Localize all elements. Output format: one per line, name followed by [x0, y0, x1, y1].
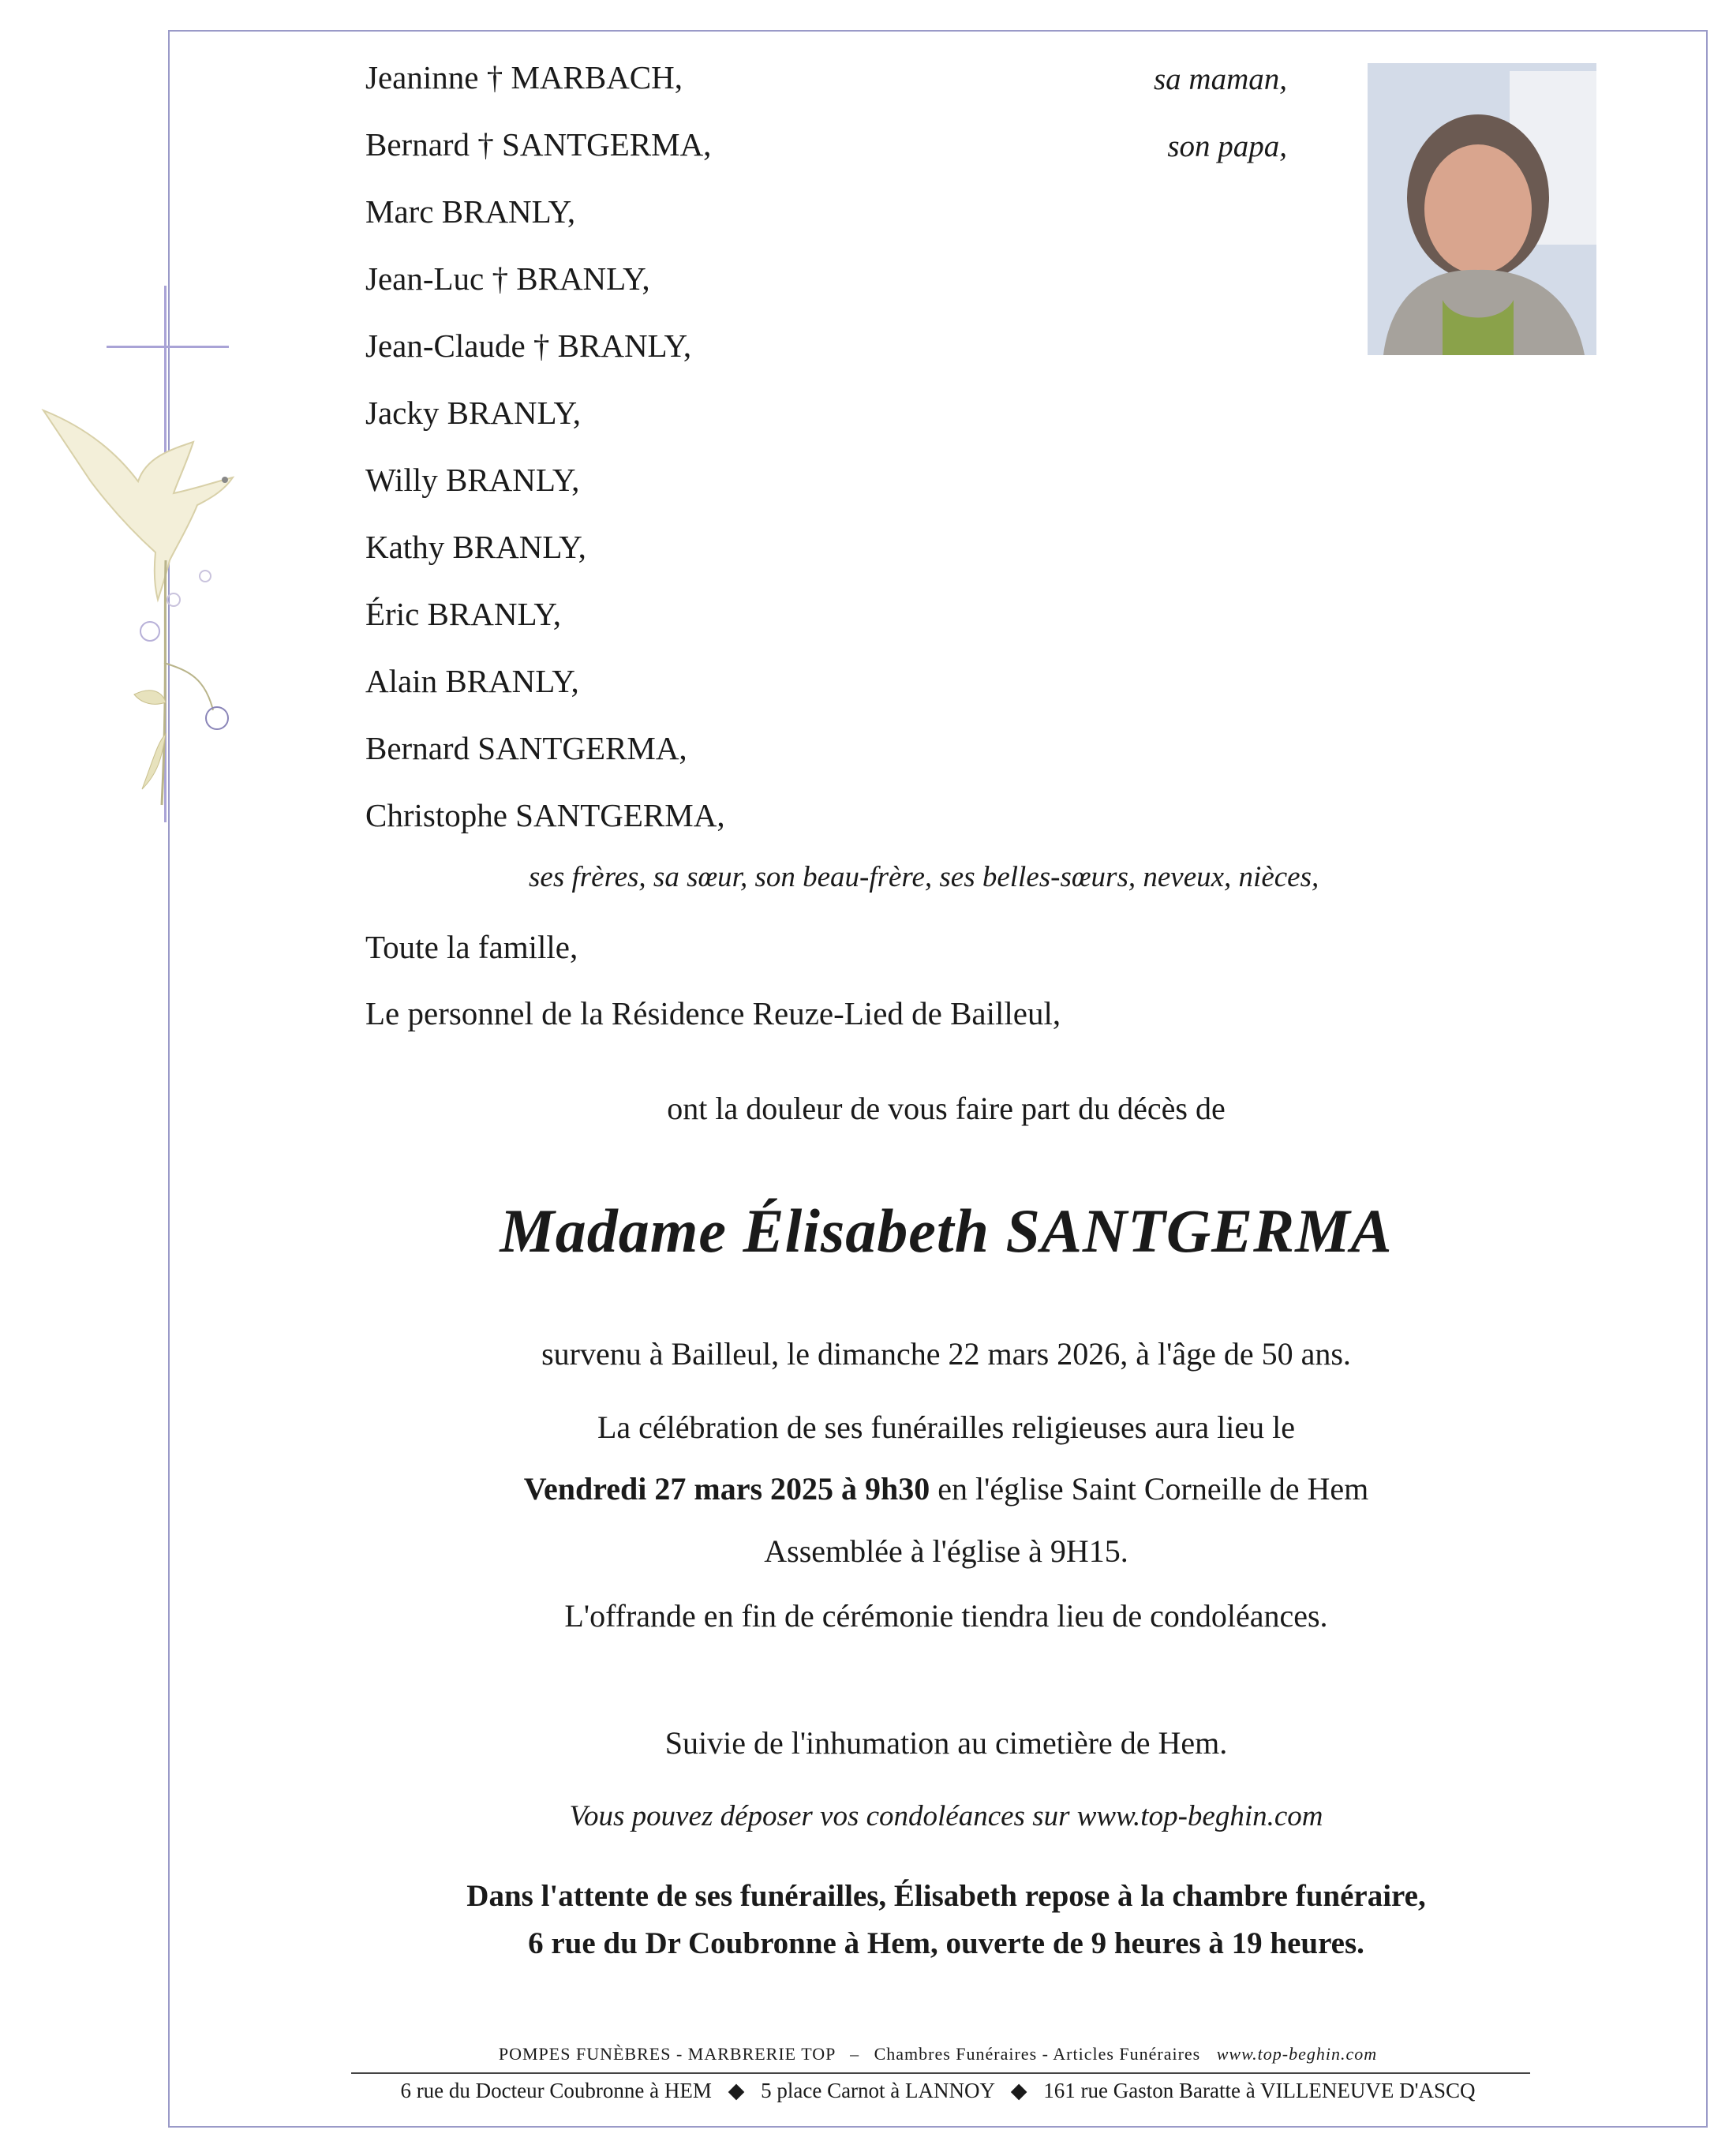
family-relation: sa maman, [1153, 62, 1287, 96]
footer-company: POMPES FUNÈBRES - MARBRERIE TOP [498, 2044, 836, 2064]
portrait-icon [1368, 63, 1596, 355]
ceremony-intro: La célébration de ses funérailles religieuses aura lieu le [597, 1409, 1296, 1445]
footer-divider [351, 2072, 1530, 2074]
family-name: Christophe SANTGERMA, [365, 797, 725, 833]
family-relation: son papa, [1167, 129, 1287, 163]
burial-line: Suivie de l'inhumation au cimetière de Hem. [664, 1725, 1228, 1761]
footer-address: 161 rue Gaston Baratte à VILLENEUVE D'ASCQ [1043, 2079, 1476, 2102]
diamond-icon: ◆ [728, 2079, 745, 2102]
family-extra: Le personnel de la Résidence Reuze-Lied de Bailleul, [365, 995, 1061, 1031]
flowers-icon [118, 552, 237, 813]
announce-line: ont la douleur de vous faire part du décès de [667, 1091, 1226, 1126]
family-name: Marc BRANLY, [365, 193, 576, 230]
family-name: Jacky BRANLY, [365, 395, 582, 431]
rest-line-2: 6 rue du Dr Coubronne à Hem, ouverte de 9 heures à 19 heures. [528, 1926, 1364, 1960]
ceremony-line [168, 1470, 1724, 1507]
offering-line: L'offrande en fin de cérémonie tiendra lieu de condoléances. [564, 1598, 1328, 1634]
footer-address: 6 rue du Docteur Coubronne à HEM [400, 2079, 712, 2102]
family-name: Kathy BRANLY, [365, 529, 586, 565]
family-name: Bernard SANTGERMA, [365, 730, 687, 766]
footer-services: Chambres Funéraires - Articles Funéraires [874, 2044, 1201, 2064]
family-name: Alain BRANLY, [365, 663, 579, 699]
footer-dash: – [850, 2044, 860, 2064]
siblings-caption: ses frères, sa sœur, son beau-frère, ses belles-sœurs, neveux, nièces, [529, 861, 1319, 893]
rest-line-1: Dans l'attente de ses funérailles, Élisabeth repose à la chambre funéraire, [466, 1879, 1426, 1913]
footer-top [168, 2044, 1708, 2064]
family-name: Éric BRANLY, [365, 596, 561, 632]
deceased-name: Madame Élisabeth SANTGERMA [500, 1196, 1393, 1265]
family-name: Jean-Luc † BRANLY, [365, 260, 650, 297]
ceremony-place: en l'église Saint Corneille de Hem [937, 1471, 1369, 1507]
portrait-photo [1368, 63, 1596, 355]
diamond-icon: ◆ [1010, 2079, 1027, 2102]
cross-icon-horizontal [107, 346, 229, 348]
family-name: Willy BRANLY, [365, 462, 580, 498]
family-name: Jeaninne † MARBACH, [365, 59, 683, 95]
footer-addresses [168, 2079, 1708, 2103]
condolences-line: Vous pouvez déposer vos condoléances sur www.top-beghin.com [569, 1800, 1323, 1832]
footer-website[interactable]: www.top-beghin.com [1216, 2044, 1378, 2064]
family-extra: Toute la famille, [365, 929, 578, 965]
death-line: survenu à Bailleul, le dimanche 22 mars 2026, à l'âge de 50 ans. [541, 1336, 1351, 1372]
assembly-line: Assemblée à l'église à 9H15. [764, 1533, 1128, 1569]
footer-address: 5 place Carnot à LANNOY [761, 2079, 995, 2102]
ceremony-date: Vendredi 27 mars 2025 à 9h30 [523, 1471, 930, 1507]
family-name: Jean-Claude † BRANLY, [365, 328, 692, 364]
family-name: Bernard † SANTGERMA, [365, 126, 712, 163]
